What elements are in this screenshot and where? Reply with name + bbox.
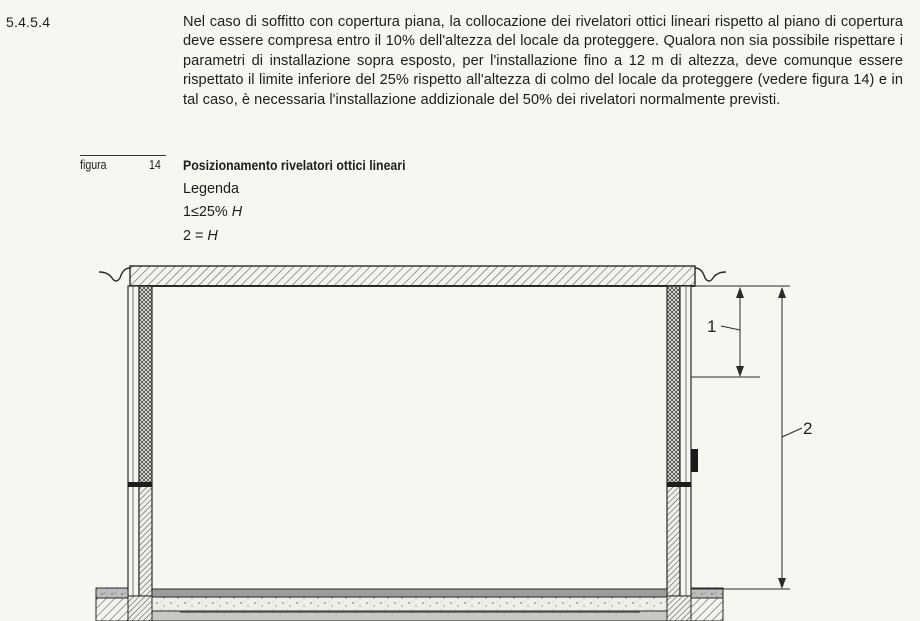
figure-number: 14 <box>149 158 161 172</box>
right-wall <box>667 286 698 596</box>
floor <box>152 589 667 621</box>
dimension-1 <box>691 286 790 377</box>
dimension-1-label: 1 <box>707 317 717 336</box>
figure-title: Posizionamento rivelatori ottici lineari <box>183 157 406 173</box>
legend-item-2-text: 2 = <box>183 228 208 244</box>
section-number: 5.4.5.4 <box>6 14 51 30</box>
legend-item-1-text: 1≤25% <box>183 204 232 220</box>
roof-slab <box>130 266 695 286</box>
dimension-2-label: 2 <box>803 419 813 438</box>
section-paragraph: Nel caso di soffitto con copertura piana, la collocazione dei rivelatori ottici lineari rispetto al piano di copertura deve essere compresa entro il 10% dell'altezza del locale da proteggere. Qualora non sia possibile rispettare i parametri di installazione sopra esposto, per l'installazione fino a 12 m di altezza, deve comunque essere rispettato il limite inferiore del 25% rispetto all'altezza di colmo del locale da proteggere (vedere figura 14) e in tal caso, è necessaria l'installazione addizionale del 50% dei rivelatori normalmente previsti. <box>183 14 903 108</box>
legend-title: Legenda <box>183 181 240 197</box>
beam-detector-icon <box>691 449 698 472</box>
figure-label: figura <box>80 158 107 172</box>
left-wall <box>128 286 152 596</box>
roof-break-left <box>99 268 130 281</box>
legend-item-2-var: H <box>207 228 218 244</box>
legend-item-1-var: H <box>231 204 243 220</box>
roof-break-right <box>695 268 726 281</box>
